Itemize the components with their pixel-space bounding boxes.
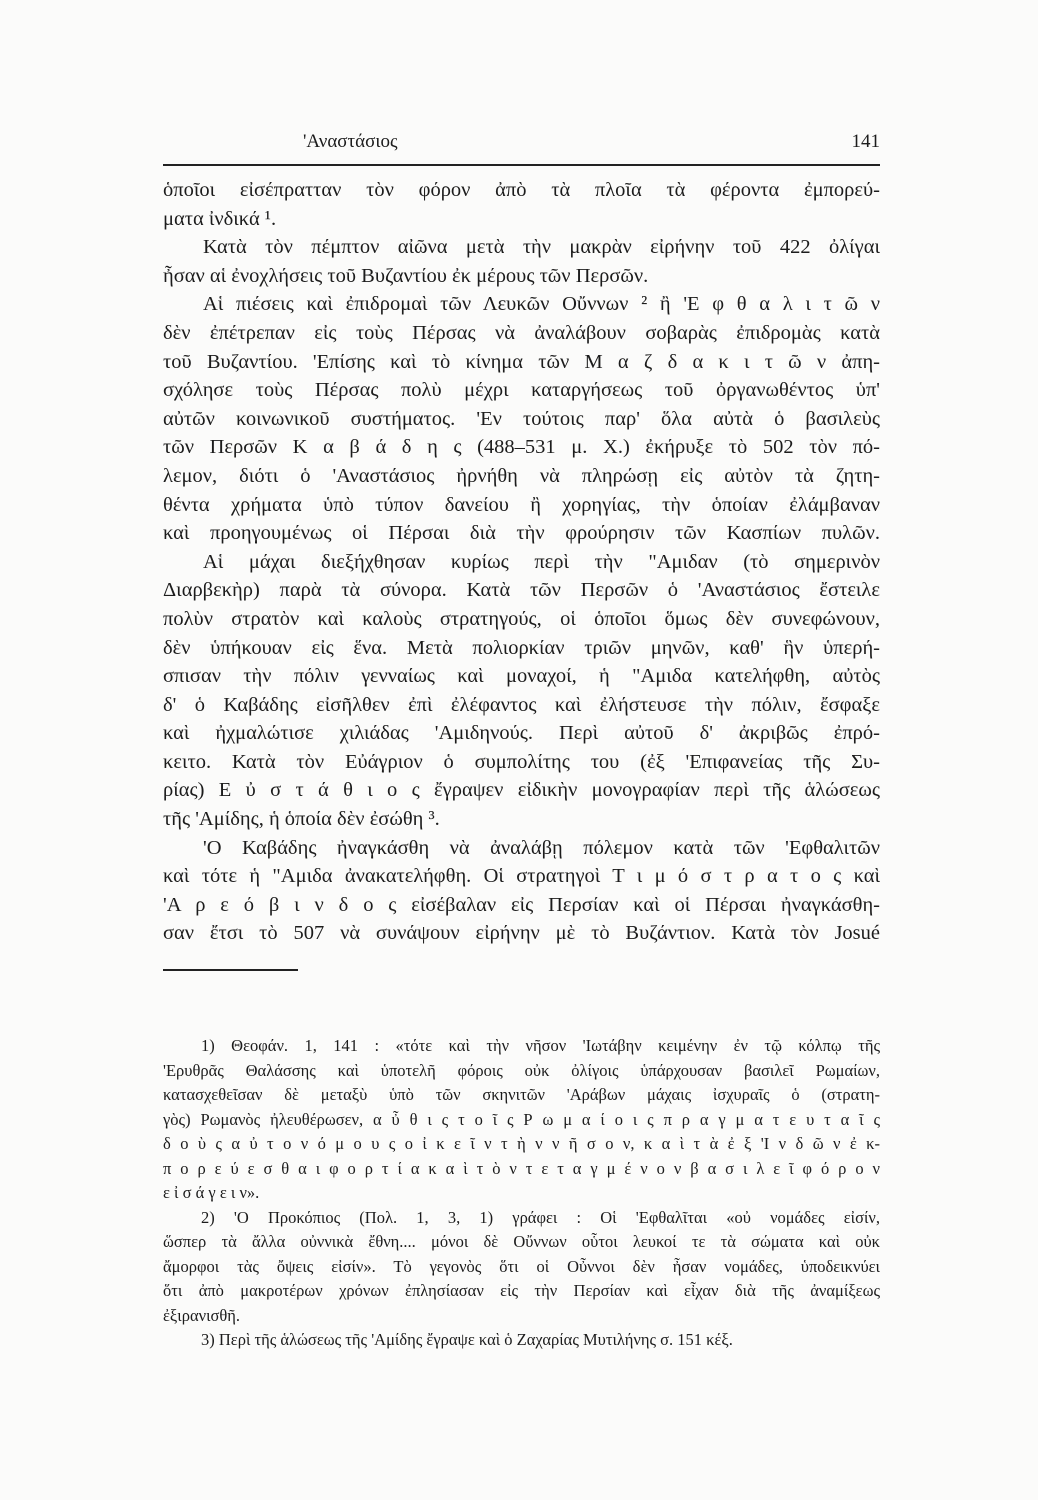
text-line: σπισαν τὴν πόλιν γενναίως καὶ μοναχοί, ἡ "Αμιδα κατελήφθη, αὐτὸς	[163, 665, 880, 688]
footnote-line: 1) Θεοφάν. 1, 141 : «τότε καὶ τὴν νῆσον 'Ιωτάβην κειμένην ἐν τῷ κόλπῳ τῆς	[201, 1036, 880, 1055]
text-line: τῶν Περσῶν Κ α β ά δ η ς (488–531 μ. Χ.) ἐκήρυξε τὸ 502 τὸν πό-	[163, 436, 880, 459]
text-line: Αἱ μάχαι διεξήχθησαν κυρίως περὶ τὴν "Αμιδαν (τὸ σημερινὸν	[203, 550, 880, 573]
text-line: δὲν ὑπήκουαν εἰς ἕνα. Μετὰ πολιορκίαν τριῶν μηνῶν, καθ' ἣν ὑπερή-	[163, 636, 880, 659]
text-line: λεμον, διότι ὁ 'Αναστάσιος ἠρνήθη νὰ πληρώσῃ εἰς αὐτὸν τὰ ζητη-	[163, 464, 880, 487]
footnote-line: γὸς) Ρωμανὸς ἠλευθέρωσεν, α ὖ θ ι ς τ ο ῖ ς Ρ ω μ α ί ο ι ς π ρ α γ μ α τ ε υ τ α ῖ ς	[163, 1109, 880, 1129]
text-line: καὶ προηγουμένως οἱ Πέρσαι διὰ τὴν φρούρησιν τῶν Κασπίων πυλῶν.	[163, 522, 880, 545]
footnote-line: 3) Περὶ τῆς ἁλώσεως τῆς 'Αμίδης ἔγραψε καὶ ὁ Ζαχαρίας Μυτιλήνης σ. 151 κέξ.	[201, 1330, 733, 1349]
text-line: Κατὰ τὸν πέμπτον αἰῶνα μετὰ τὴν μακρὰν εἰρήνην τοῦ 422 ὀλίγαι	[203, 236, 880, 259]
footnote-line: ὥσπερ τὰ ἄλλα οὐννικὰ ἔθνη.... μόνοι δὲ Οὔννων οὗτοι λευκοί τε τὰ σώματα καὶ οὐκ	[163, 1232, 880, 1251]
footnote-line: ἐξιρανισθῆ.	[163, 1305, 241, 1325]
footnote-line: κατασχεθεῖσαν δὲ μεταξὺ ὑπὸ τῶν σκηνιτῶν 'Αράβων μάχαις ἰσχυραῖς ὁ (στρατη-	[163, 1085, 880, 1104]
footnote-line: δ ο ὺ ς α ὐ τ ο ν ό μ ο υ ς ο ἰ κ ε ῖ ν τ ὴ ν ν ῆ σ ο ν, κ α ὶ τ ὰ ἐ ξ 'Ι ν δ ῶ ν ἐ κ-	[163, 1134, 880, 1153]
footnote-line: ἄμορφοι τὰς ὄψεις εἰσίν». Τὸ γεγονὸς ὅτι οἱ Οὖννοι δὲν ἦσαν νομάδες, ὑποδεικνύει	[163, 1256, 880, 1276]
running-title: 'Αναστάσιος	[303, 131, 398, 152]
text-line: σχόλησε τοὺς Πέρσας πολὺ μέχρι καταργήσεως τοῦ ὀργανωθέντος ὑπ'	[163, 379, 880, 402]
page-number: 141	[851, 131, 880, 152]
footnote-line: π ο ρ ε ύ ε σ θ α ι φ ο ρ τ ί α κ α ὶ τ ὸ ν τ ε τ α γ μ έ ν ο ν β α σ ι λ ε ῖ φ ό ρ ο ν	[163, 1158, 880, 1178]
header-rule	[163, 164, 880, 166]
text-line: πολὺν στρατὸν καὶ καλοὺς στρατηγούς, οἱ ὁποῖοι ὅμως δὲν συνεφώνουν,	[163, 607, 880, 630]
body-text	[163, 176, 880, 948]
text-line: Διαρβεκὴρ) παρὰ τὰ σύνορα. Κατὰ τῶν Περσῶν ὁ 'Αναστάσιος ἔστειλε	[163, 579, 880, 602]
text-line: τοῦ Βυζαντίου. 'Επίσης καὶ τὸ κίνημα τῶν Μ α ζ δ α κ ι τ ῶ ν ἀπη-	[163, 350, 880, 373]
text-line: 'Α ρ ε ό β ι ν δ ο ς εἰσέβαλαν εἰς Περσίαν καὶ οἱ Πέρσαι ἠναγκάσθη-	[163, 893, 880, 916]
text-line: Αἱ πιέσεις καὶ ἐπιδρομαὶ τῶν Λευκῶν Οὔννων ² ἢ 'Ε φ θ α λ ι τ ῶ ν	[203, 293, 880, 316]
text-line: δ' ὁ Καβάδης εἰσῆλθεν ἐπὶ ἐλέφαντος καὶ ἐλήστευσε τὴν πόλιν, ἔσφαξε	[163, 693, 880, 716]
footnotes	[163, 1034, 880, 1353]
text-line: 'Ο Καβάδης ἠναγκάσθη νὰ ἀναλάβῃ πόλεμον κατὰ τῶν 'Εφθαλιτῶν	[203, 836, 880, 859]
text-line: αὐτῶν κοινωνικοῦ συστήματος. 'Εν τούτοις παρ' ὅλα αὐτὰ ὁ βασιλεὺς	[163, 407, 880, 430]
footnote-line: 'Ερυθρᾶς Θαλάσσης καὶ ὑποτελῆ φόροις οὐκ ὀλίγοις ὑπάρχουσαν βασιλεῖ Ρωμαίων,	[163, 1060, 880, 1080]
footnote-line: 2) 'Ο Προκόπιος (Πολ. 1, 3, 1) γράφει : Οἱ 'Εφθαλῖται «οὐ νομάδες εἰσίν,	[201, 1207, 880, 1227]
footnote-line: ὅτι ἀπὸ μακροτέρων χρόνων ἐπλησίασαν εἰς τὴν Περσίαν καὶ εἶχαν διὰ τῆς ἀναμίξεως	[163, 1281, 880, 1300]
text-line: καὶ ἠχμαλώτισε χιλιάδας 'Αμιδηνούς. Περὶ αὐτοῦ δ' ἀκριβῶς ἐπρό-	[163, 722, 880, 745]
text-line: καὶ τότε ἡ "Αμιδα ἀνακατελήφθη. Οἱ στρατηγοὶ Τ ι μ ό σ τ ρ α τ ο ς καὶ	[163, 865, 880, 888]
text-line: ρίας) Ε ὐ σ τ ά θ ι ο ς ἔγραψεν εἰδικὴν μονογραφίαν περὶ τῆς ἁλώσεως	[163, 779, 880, 802]
text-line: ματα ἰνδικά ¹.	[163, 207, 277, 230]
text-line: ἦσαν αἱ ἐνοχλήσεις τοῦ Βυζαντίου ἐκ μέρους τῶν Περσῶν.	[163, 264, 649, 287]
text-line: ὁποῖοι εἰσέπρατταν τὸν φόρον ἀπὸ τὰ πλοῖα τὰ φέροντα ἐμπορεύ-	[163, 179, 880, 201]
text-line: θέντα χρήματα ὑπὸ τύπον δανείου ἢ χορηγίας, τὴν ὁποίαν ἐλάμβαναν	[163, 493, 880, 516]
text-line: κειτο. Κατὰ τὸν Εὐάγριον ὁ συμπολίτης του (ἐξ 'Επιφανείας τῆς Συ-	[163, 750, 880, 773]
text-line: τῆς 'Αμίδης, ἡ ὁποία δὲν ἐσώθη ³.	[163, 808, 440, 831]
text-line: σαν ἔτσι τὸ 507 νὰ συνάψουν εἰρήνην μὲ τὸ Βυζάντιον. Κατὰ τὸν Josué	[163, 922, 880, 945]
text-line: δὲν ἐπέτρεπαν εἰς τοὺς Πέρσας νὰ ἀναλάβουν σοβαρὰς ἐπιδρομὰς κατὰ	[163, 321, 880, 344]
footnote-line: ε ἰ σ ά γ ε ι ν».	[163, 1183, 260, 1202]
footnote-rule	[163, 969, 298, 971]
